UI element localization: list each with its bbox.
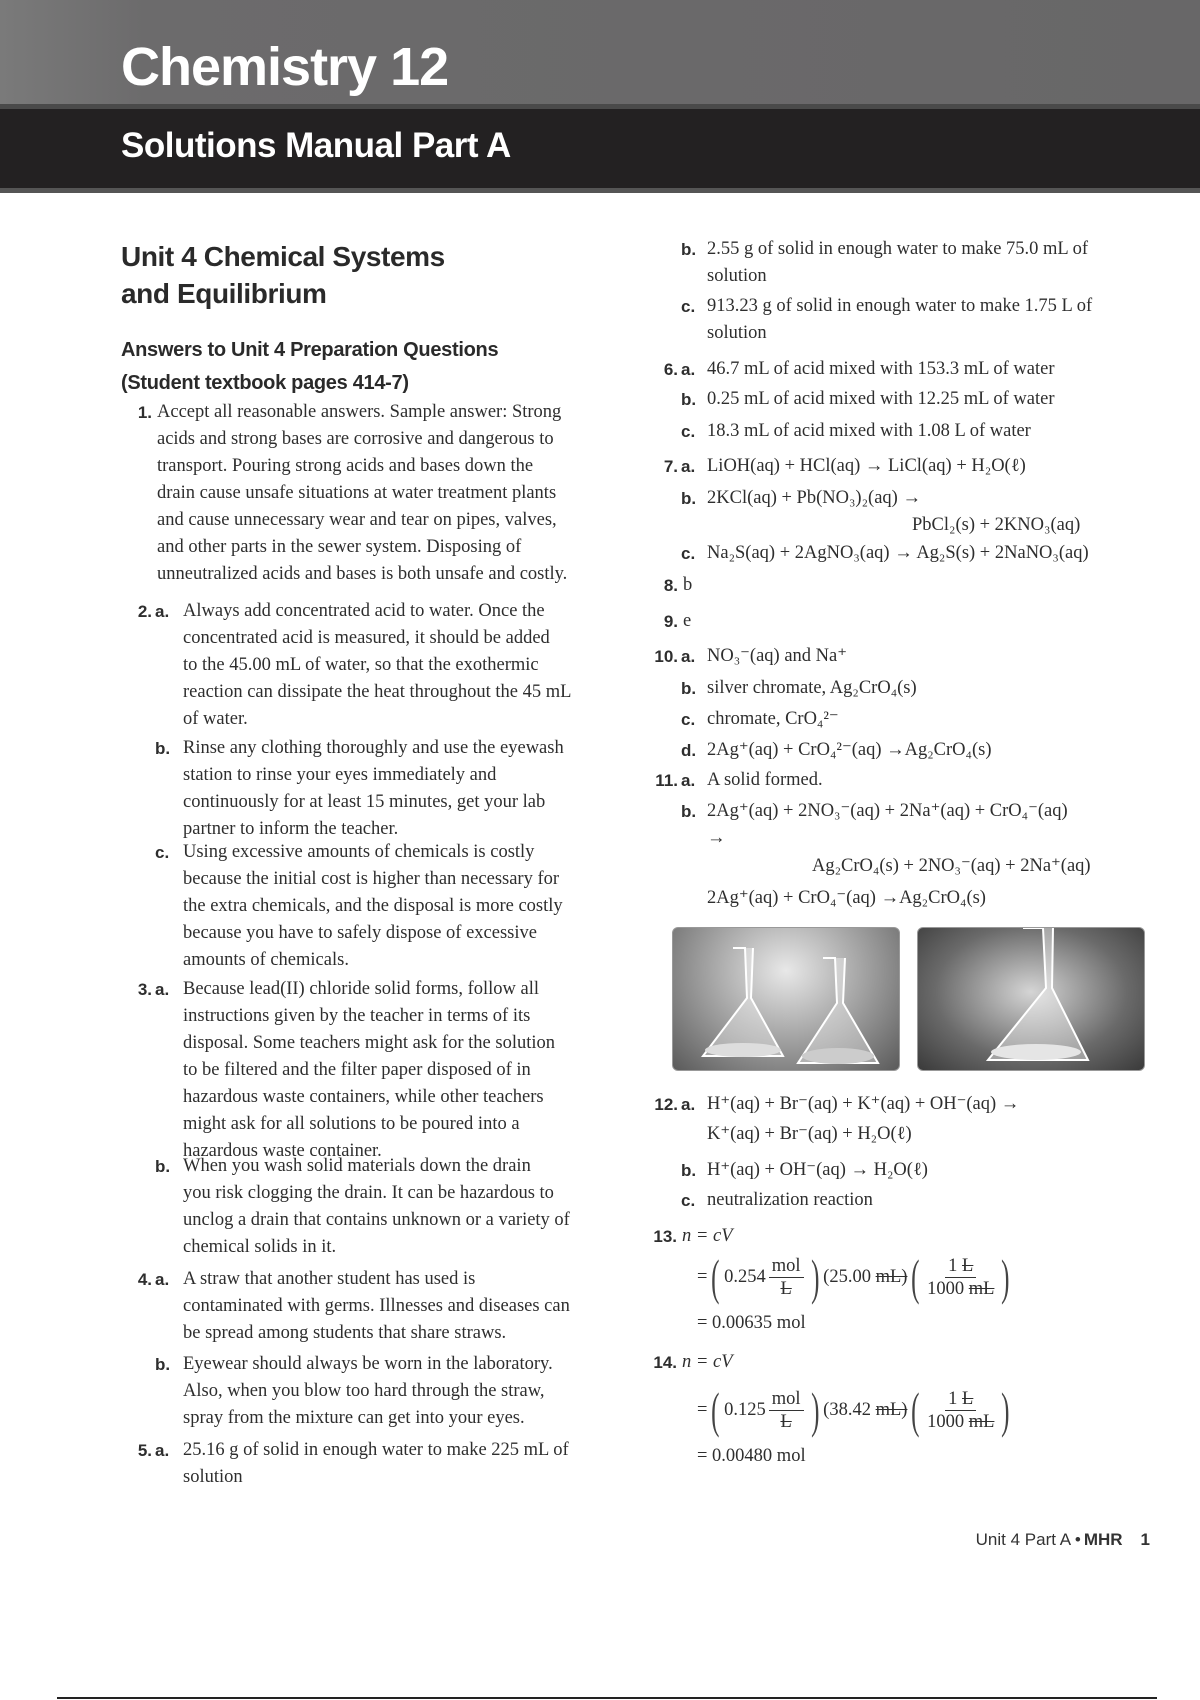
answer-item bbox=[120, 1266, 570, 1347]
unit: mL) bbox=[875, 1266, 908, 1287]
answer-text bbox=[678, 608, 691, 635]
answer-line: partner to inform the teacher. bbox=[183, 819, 399, 839]
flasks-image bbox=[673, 928, 900, 1071]
question-number: 9. bbox=[663, 612, 678, 631]
answer-line: the extra chemicals, and the disposal is more costly bbox=[183, 896, 563, 916]
part-letter: b. bbox=[681, 679, 697, 698]
answer-line: H⁺(aq) + OH⁻(aq) → H₂O(ℓ) bbox=[707, 1160, 928, 1180]
answer-line: to be filtered and the filter paper disposed of in bbox=[183, 1060, 531, 1080]
answer-line: solution bbox=[707, 323, 767, 343]
part-letter: b. bbox=[155, 1355, 171, 1374]
answer-line: H⁺(aq) + Br⁻(aq) + K⁺(aq) + OH⁻(aq) → bbox=[707, 1094, 1020, 1114]
question-number: 4. bbox=[137, 1270, 152, 1289]
answer-item bbox=[640, 236, 1088, 290]
q13-calculation: = ( 0.254 $\frac{\text{mol}}{L}$ ) (25.00 mL) ( $\frac{1 L}{1000 mL}$ ) bbox=[697, 1249, 1010, 1305]
answer-line: neutralization reaction bbox=[707, 1190, 873, 1210]
answer-item bbox=[640, 767, 823, 794]
question-number bbox=[640, 386, 678, 413]
answer-line: chromate, CrO₄²⁻ bbox=[707, 709, 839, 729]
answer-item bbox=[120, 976, 555, 1165]
answer-line: acids and strong bases are corrosive and dangerous to bbox=[157, 429, 554, 449]
part-letter: a. bbox=[681, 647, 696, 666]
answer-text bbox=[702, 706, 839, 733]
concentration: 0.125 bbox=[724, 1399, 766, 1420]
flask-photo-right bbox=[917, 927, 1145, 1071]
denominator: 1000 bbox=[927, 1411, 965, 1432]
answer-item bbox=[120, 1153, 570, 1261]
answer-item bbox=[120, 735, 564, 843]
answer-item bbox=[640, 885, 986, 912]
answer-item bbox=[640, 1187, 873, 1214]
answer-item bbox=[640, 608, 691, 635]
answer-line: 18.3 mL of acid mixed with 1.08 L of water bbox=[707, 421, 1031, 441]
question-number bbox=[640, 236, 678, 290]
question-number bbox=[640, 737, 678, 764]
answer-line: 2Ag⁺(aq) + CrO₄²⁻(aq) →Ag₂CrO₄(s) bbox=[707, 740, 992, 760]
answer-line: might ask for all solutions to be poured into a bbox=[183, 1114, 520, 1134]
q13-formula bbox=[645, 1223, 733, 1250]
answer-line: hazardous waste containers, while other teachers bbox=[183, 1087, 544, 1107]
answer-item bbox=[640, 386, 1054, 413]
question-number bbox=[640, 1157, 678, 1184]
concentration: 0.254 bbox=[724, 1266, 766, 1287]
answer-line: of water. bbox=[183, 709, 248, 729]
part-letter: b. bbox=[681, 1161, 697, 1180]
answer-line: drain cause unsafe situations at water treatment plants bbox=[157, 483, 557, 503]
answer-line: Also, when you blow too hard through the straw, bbox=[183, 1381, 545, 1401]
bottom-rule bbox=[57, 1697, 1157, 1699]
answer-item bbox=[640, 485, 921, 512]
part-letter: a. bbox=[681, 771, 696, 790]
answer-item bbox=[120, 839, 563, 974]
answer-line: disposal. Some teachers might ask for the solution bbox=[183, 1033, 555, 1053]
q14-formula bbox=[645, 1349, 733, 1376]
numerator: mol bbox=[769, 1388, 804, 1411]
answer-line: concentrated acid is measured, it should be added bbox=[183, 628, 550, 648]
fraction bbox=[927, 1255, 994, 1300]
answer-line: Na₂S(aq) + 2AgNO₃(aq) → Ag₂S(s) + 2NaNO₃(aq) bbox=[707, 543, 1089, 563]
answer-item bbox=[640, 737, 992, 764]
answer-text bbox=[702, 885, 986, 912]
part-letter: a. bbox=[155, 602, 170, 621]
answer-line: because you have to safely dispose of excessive bbox=[183, 923, 537, 943]
answer-text bbox=[702, 1091, 1019, 1118]
answer-text bbox=[178, 1153, 570, 1261]
answer-text bbox=[178, 735, 564, 843]
answer-text bbox=[702, 540, 1089, 567]
unit-title-line: and Equilibrium bbox=[121, 278, 327, 309]
answer-item bbox=[640, 418, 1031, 445]
footer-text: Unit 4 Part A • bbox=[975, 1530, 1081, 1549]
answer-text bbox=[178, 598, 571, 733]
answer-item bbox=[120, 399, 567, 588]
answer-line: e bbox=[683, 611, 692, 631]
answer-item bbox=[640, 356, 1054, 383]
unit-title-line: Unit 4 Chemical Systems bbox=[121, 241, 445, 272]
answer-text bbox=[702, 643, 847, 670]
fraction bbox=[927, 1388, 994, 1433]
answer-text bbox=[178, 839, 563, 974]
answer-line: 0.25 mL of acid mixed with 12.25 mL of water bbox=[707, 389, 1055, 409]
answer-text bbox=[702, 512, 1080, 539]
answer-line: Using excessive amounts of chemicals is costly bbox=[183, 842, 535, 862]
section-title bbox=[121, 334, 498, 400]
answer-text bbox=[702, 418, 1031, 445]
question-number: 7. bbox=[663, 457, 678, 476]
question-number: 8. bbox=[663, 576, 678, 595]
answer-text bbox=[152, 399, 567, 588]
answer-line: amounts of chemicals. bbox=[183, 950, 349, 970]
part-letter: a. bbox=[681, 360, 696, 379]
subheader-divider bbox=[0, 188, 1200, 193]
answer-line: solution bbox=[707, 266, 767, 286]
section-title-line: (Student textbook pages 414-7) bbox=[121, 372, 409, 394]
answer-text bbox=[178, 1266, 570, 1347]
answer-text bbox=[702, 1157, 928, 1184]
answer-line: transport. Pouring strong acids and bases down the bbox=[157, 456, 534, 476]
question-number bbox=[640, 485, 678, 512]
numerator: mol bbox=[769, 1255, 804, 1278]
answer-item bbox=[120, 1437, 569, 1491]
answer-line: Eyewear should always be worn in the laboratory. bbox=[183, 1354, 553, 1374]
answer-item bbox=[640, 1157, 928, 1184]
question-number bbox=[640, 885, 678, 912]
numerator: 1 bbox=[948, 1388, 958, 1409]
formula: n = cV bbox=[682, 1352, 733, 1372]
part-letter: b. bbox=[681, 240, 697, 259]
answer-line: 913.23 g of solid in enough water to make 1.75 L of bbox=[707, 296, 1093, 316]
question-number: 2. bbox=[137, 602, 152, 621]
answer-line: solution bbox=[183, 1467, 243, 1487]
answer-text bbox=[702, 453, 1026, 480]
question-number bbox=[640, 853, 678, 880]
answer-item bbox=[640, 1091, 1019, 1118]
answer-line: A straw that another student has used is bbox=[183, 1269, 476, 1289]
page-footer bbox=[976, 1530, 1150, 1550]
answer-item bbox=[640, 512, 1080, 539]
fraction bbox=[769, 1388, 804, 1433]
question-number bbox=[120, 735, 152, 843]
question-number bbox=[640, 798, 678, 852]
part-letter: a. bbox=[155, 980, 170, 999]
answer-line: 2Ag⁺(aq) + CrO₄⁻(aq) →Ag₂CrO₄(s) bbox=[707, 888, 986, 908]
flask-image bbox=[918, 928, 1145, 1071]
question-number: 6. bbox=[663, 360, 678, 379]
unit-title bbox=[121, 238, 445, 312]
formula: n = cV bbox=[682, 1226, 733, 1246]
question-number: 14. bbox=[653, 1353, 677, 1372]
answer-line: b bbox=[683, 575, 693, 595]
question-number: 13. bbox=[653, 1227, 677, 1246]
equals: = bbox=[697, 1266, 708, 1287]
answer-line: Ag₂CrO₄(s) + 2NO₃⁻(aq) + 2Na⁺(aq) bbox=[812, 856, 1091, 876]
part-letter: b. bbox=[681, 802, 697, 821]
answer-text bbox=[702, 737, 992, 764]
answer-line: 25.16 g of solid in enough water to make 225 mL of bbox=[183, 1440, 569, 1460]
answer-line: Because lead(II) chloride solid forms, follow all bbox=[183, 979, 540, 999]
answer-line: and other parts in the sewer system. Disposing of bbox=[157, 537, 522, 557]
answer-text bbox=[702, 767, 823, 794]
part-letter: b. bbox=[155, 1157, 171, 1176]
answer-line: PbCl₂(s) + 2KNO₃(aq) bbox=[912, 515, 1081, 535]
question-number: 11. bbox=[655, 771, 678, 790]
answer-line: 2KCl(aq) + Pb(NO₃)₂(aq) → bbox=[707, 488, 921, 508]
question-number bbox=[120, 839, 152, 974]
question-number: 12. bbox=[654, 1095, 678, 1114]
answer-text bbox=[702, 1187, 873, 1214]
answer-line: Accept all reasonable answers. Sample answer: Strong bbox=[157, 402, 562, 422]
section-title-line: Answers to Unit 4 Preparation Questions bbox=[121, 339, 499, 361]
q13-result: = 0.00635 mol bbox=[697, 1313, 806, 1333]
answer-line: instructions given by the teacher in terms of its bbox=[183, 1006, 531, 1026]
question-number: 5. bbox=[137, 1441, 152, 1460]
answer-line: 2.55 g of solid in enough water to make 75.0 mL of bbox=[707, 239, 1089, 259]
answer-text bbox=[702, 675, 917, 702]
denominator: L bbox=[780, 1411, 792, 1432]
answer-line: and cause unnecessary wear and tear on pipes, valves, bbox=[157, 510, 557, 530]
part-letter: c. bbox=[681, 297, 696, 316]
answer-text bbox=[702, 485, 921, 512]
answer-text bbox=[702, 1121, 912, 1148]
answer-item bbox=[640, 853, 1091, 880]
answer-text bbox=[702, 853, 1091, 880]
question-number: 1. bbox=[137, 403, 152, 422]
answer-line: Always add concentrated acid to water. Once the bbox=[183, 601, 545, 621]
answer-line: LiOH(aq) + HCl(aq) → LiCl(aq) + H₂O(ℓ) bbox=[707, 456, 1026, 476]
answer-line: Rinse any clothing thoroughly and use the eyewash bbox=[183, 738, 564, 758]
answer-item bbox=[640, 706, 839, 733]
fraction bbox=[769, 1255, 804, 1300]
part-letter: c. bbox=[681, 544, 696, 563]
q14-calculation: = ( 0.125 $\frac{\text{mol}}{L}$ ) (38.42 mL) ( $\frac{1 L}{1000 mL}$ ) bbox=[697, 1382, 1010, 1438]
question-number bbox=[640, 675, 678, 702]
answer-line: you risk clogging the drain. It can be hazardous to bbox=[183, 1183, 554, 1203]
answer-text bbox=[178, 976, 555, 1165]
answer-line: reaction can dissipate the heat throughout the 45 mL bbox=[183, 682, 572, 702]
answer-item bbox=[640, 540, 1089, 567]
question-number bbox=[640, 706, 678, 733]
question-number bbox=[640, 1121, 678, 1148]
answer-item bbox=[640, 572, 692, 599]
question-number bbox=[640, 1187, 678, 1214]
part-letter: a. bbox=[155, 1270, 170, 1289]
answer-line: unneutralized acids and bases is both unsafe and costly. bbox=[157, 564, 568, 584]
answer-line: hazardous waste container. bbox=[183, 1141, 382, 1161]
answer-item bbox=[640, 675, 917, 702]
answer-line: spray from the mixture can get into your eyes. bbox=[183, 1408, 525, 1428]
answer-line: station to rinse your eyes immediately and bbox=[183, 765, 497, 785]
part-letter: b. bbox=[681, 489, 697, 508]
footer-brand: MHR bbox=[1083, 1530, 1123, 1549]
answer-text bbox=[678, 572, 692, 599]
answer-line: continuously for at least 15 minutes, get your lab bbox=[183, 792, 546, 812]
unit: L bbox=[962, 1388, 974, 1409]
answer-line: because the initial cost is higher than necessary for bbox=[183, 869, 560, 889]
answer-item bbox=[120, 598, 571, 733]
answer-line: be spread among students that share straws. bbox=[183, 1323, 507, 1343]
question-number: 10. bbox=[654, 647, 678, 666]
answer-line: 46.7 mL of acid mixed with 153.3 mL of water bbox=[707, 359, 1055, 379]
part-letter-spacer bbox=[678, 1121, 702, 1148]
denominator: L bbox=[780, 1278, 792, 1299]
answer-line: chemical solids in it. bbox=[183, 1237, 337, 1257]
question-number bbox=[640, 418, 678, 445]
volume: (25.00 bbox=[823, 1266, 871, 1287]
part-letter: b. bbox=[155, 739, 171, 758]
answer-item bbox=[640, 453, 1026, 480]
answer-item bbox=[640, 1121, 912, 1148]
answer-item bbox=[640, 643, 847, 670]
answer-line: NO₃⁻(aq) and Na⁺ bbox=[707, 646, 848, 666]
question-number bbox=[640, 540, 678, 567]
part-letter-spacer bbox=[678, 853, 702, 880]
answer-text bbox=[178, 1351, 553, 1432]
question-number bbox=[120, 1351, 152, 1432]
book-title: Chemistry 12 bbox=[121, 37, 449, 97]
part-letter: c. bbox=[681, 710, 696, 729]
answer-item bbox=[640, 798, 1068, 852]
part-letter: c. bbox=[681, 422, 696, 441]
answer-line: to the 45.00 mL of water, so that the exothermic bbox=[183, 655, 539, 675]
question-number bbox=[640, 293, 678, 347]
part-letter: c. bbox=[681, 1191, 696, 1210]
answer-text bbox=[178, 1437, 569, 1491]
numerator: 1 bbox=[948, 1255, 958, 1276]
unit: mL bbox=[968, 1278, 995, 1299]
question-number bbox=[120, 1153, 152, 1261]
denominator: 1000 bbox=[927, 1278, 965, 1299]
answer-text bbox=[702, 236, 1088, 290]
answer-line: silver chromate, Ag₂CrO₄(s) bbox=[707, 678, 917, 698]
book-subtitle: Solutions Manual Part A bbox=[121, 126, 511, 165]
answer-line: unclog a drain that contains unknown or a variety of bbox=[183, 1210, 570, 1230]
part-letter: b. bbox=[681, 390, 697, 409]
part-letter: c. bbox=[155, 843, 170, 862]
part-letter: a. bbox=[155, 1441, 170, 1460]
part-letter-spacer bbox=[678, 885, 702, 912]
question-number: 3. bbox=[137, 980, 152, 999]
page-number: 1 bbox=[1140, 1530, 1150, 1549]
answer-item bbox=[640, 293, 1092, 347]
part-letter: a. bbox=[681, 457, 696, 476]
equals: = bbox=[697, 1399, 708, 1420]
question-number bbox=[640, 512, 678, 539]
unit: mL) bbox=[875, 1399, 908, 1420]
volume: (38.42 bbox=[823, 1399, 871, 1420]
answer-text bbox=[702, 386, 1054, 413]
part-letter-spacer bbox=[678, 512, 702, 539]
answer-text bbox=[702, 356, 1054, 383]
flasks-photo-left bbox=[672, 927, 900, 1071]
unit: L bbox=[962, 1255, 974, 1276]
answer-line: K⁺(aq) + Br⁻(aq) + H₂O(ℓ) bbox=[707, 1124, 912, 1144]
part-letter: a. bbox=[681, 1095, 696, 1114]
answer-line: A solid formed. bbox=[707, 770, 823, 790]
answer-line: contaminated with germs. Illnesses and diseases can bbox=[183, 1296, 570, 1316]
answer-line: When you wash solid materials down the drain bbox=[183, 1156, 531, 1176]
answer-text bbox=[702, 293, 1092, 347]
answer-text bbox=[702, 798, 1068, 852]
unit: mL bbox=[968, 1411, 995, 1432]
answer-item bbox=[120, 1351, 553, 1432]
answer-line: → bbox=[707, 828, 726, 848]
part-letter: d. bbox=[681, 741, 697, 760]
q14-result: = 0.00480 mol bbox=[697, 1446, 806, 1466]
answer-line: 2Ag⁺(aq) + 2NO₃⁻(aq) + 2Na⁺(aq) + CrO₄⁻(aq) bbox=[707, 801, 1068, 821]
